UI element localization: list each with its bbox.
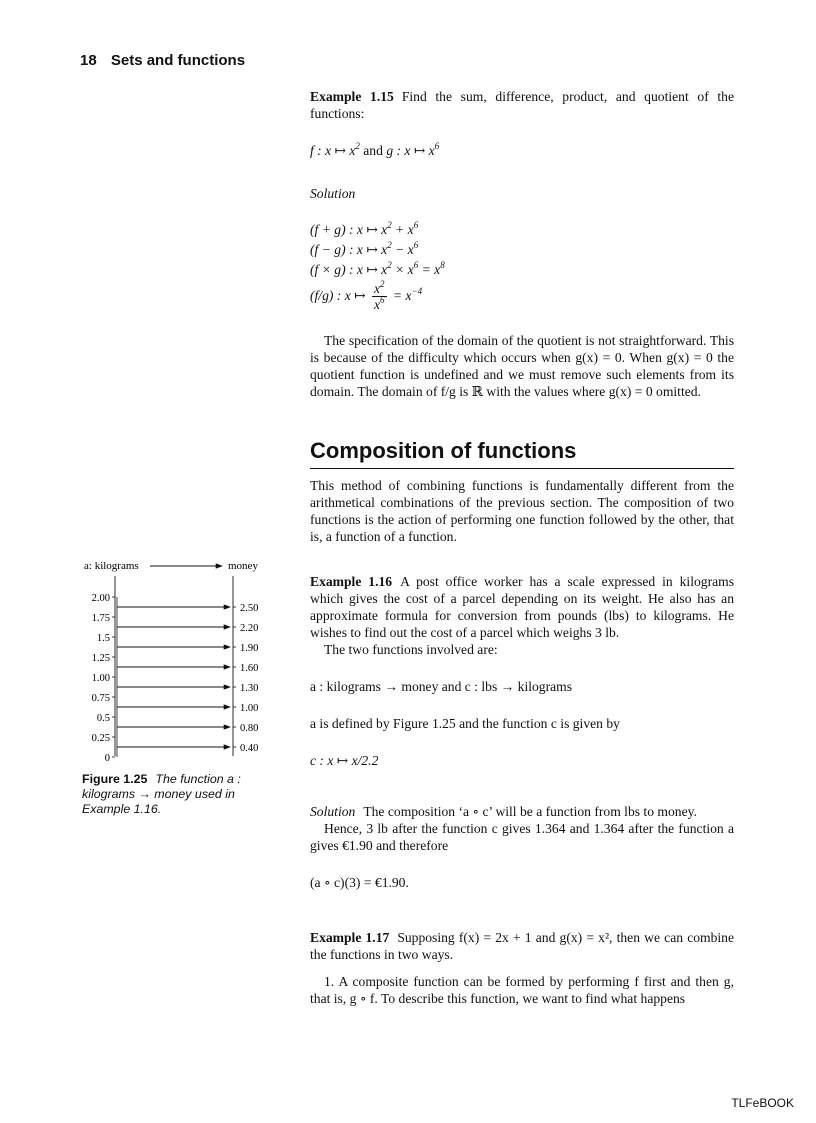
example-label: Example 1.15	[310, 89, 394, 104]
sum-equation: (f + g) : x ↦ $x^2 + x^6$	[310, 220, 419, 237]
c-definition: c : x ↦ x/2.2	[310, 753, 379, 768]
domain-remark: The specification of the domain of the quotient is not straightforward. This is because of the difficulty which occurs when g(x) = 0. When g(x) = 0 the quotient function is undefined and we must remove such elements from its domain. The domain of f/g is ℝ with the values where g(x) = 0 omitted.	[310, 333, 734, 399]
f-definition: f : x ↦ x	[310, 143, 356, 158]
solution-label: Solution	[310, 804, 356, 819]
solution-paragraph	[310, 803, 734, 820]
example-text: A post office worker has a scale expressed in kilograms which gives the cost of a parcel depending on its weight. He also has an approximate formula for conversion from pounds (lbs) to kilograms. He wishes to find out the cost of a parcel which weighs 3 lb.	[310, 574, 734, 640]
right-tick-label: 1.60	[240, 663, 259, 674]
list-item-1: 1. A composite function can be formed by performing f first and then g, that is, g ∘ f. To describe this function, we want to find what happens	[310, 974, 734, 1006]
solution-label: Solution	[310, 186, 356, 201]
g-definition: g : x ↦ x	[386, 143, 435, 158]
right-ticks	[233, 603, 258, 754]
left-tick-label: 0.25	[91, 733, 110, 744]
functions-display: a : kilograms → money and c : lbs → kilograms	[310, 679, 573, 694]
solution-equations	[310, 220, 734, 312]
fraction: $\frac{x^2}{x^6}$	[373, 279, 385, 312]
left-tick-label: 0.75	[91, 693, 110, 704]
result-equation: (a ∘ c)(3) = €1.90.	[310, 875, 409, 890]
exponent: 2	[355, 141, 360, 151]
page-number: 18	[80, 52, 97, 69]
example-1-17-intro	[310, 929, 734, 963]
quotient-equation: (f/g) : x ↦ $\frac{x^2}{x^6}$ = $x^{-4}$	[310, 279, 423, 312]
left-tick-label: 1.00	[91, 673, 110, 684]
example-1-16-intro	[310, 573, 734, 641]
running-title: Sets and functions	[110, 52, 246, 69]
figure-caption-text: The function a : kilograms → money used in Example 1.16.	[82, 772, 241, 816]
two-functions-text: The two functions involved are:	[324, 642, 498, 657]
product-equation: (f × g) : x ↦ $x^2 \times x^6 = x^8$	[310, 260, 445, 277]
hence-text: Hence, 3 lb after the function c gives 1.364 and 1.364 after the function a gives €1.90 and therefore	[310, 821, 734, 853]
right-tick-label: 2.50	[240, 603, 259, 614]
right-tick-label: 1.00	[240, 703, 259, 714]
right-tick-label: 2.20	[240, 623, 259, 634]
example-text: Find the sum, difference, product, and quotient of the functions:	[310, 89, 734, 121]
left-tick-label: 1.25	[91, 653, 110, 664]
left-tick-label: 0.5	[96, 713, 110, 724]
right-tick-label: 1.30	[240, 683, 259, 694]
right-tick-label: 0.80	[240, 723, 259, 734]
left-ticks	[92, 593, 115, 764]
left-tick-label: 1.5	[96, 633, 110, 644]
function-definitions	[310, 142, 734, 159]
difference-equation: (f − g) : x ↦ $x^2 - x^6$	[310, 240, 419, 257]
figure-label: Figure 1.25	[82, 772, 148, 786]
exponent: 6	[434, 141, 440, 151]
watermark: TLFeBOOK	[731, 1096, 794, 1110]
running-head	[80, 52, 255, 69]
section-intro: This method of combining functions is fundamentally different from the arithmetical combinations of the previous section. The composition of two functions is the action of performing one function followed by the other, that is, a function of a function.	[310, 478, 734, 544]
main-column	[310, 88, 734, 1007]
and-word: and	[363, 143, 383, 158]
figure-caption	[82, 772, 262, 817]
defined-by-text: a is defined by Figure 1.25 and the function c is given by	[310, 716, 620, 731]
left-tick-label: 1.75	[91, 613, 110, 624]
section-heading: Composition of functions	[310, 438, 734, 469]
left-tick-label: 2.00	[91, 593, 110, 604]
solution-text: The composition ‘a ∘ c’ will be a function from lbs to money.	[363, 804, 697, 819]
example-text: Supposing f(x) = 2x + 1 and g(x) = x², then we can combine the functions in two ways.	[310, 930, 735, 962]
figure-mapping-diagram	[82, 556, 268, 766]
right-axis-title: money	[228, 560, 258, 572]
left-tick-label: 0	[104, 753, 110, 764]
example-1-15-intro	[310, 88, 734, 122]
right-tick-label: 1.90	[240, 643, 259, 654]
right-tick-label: 0.40	[240, 743, 259, 754]
example-label: Example 1.16	[310, 574, 393, 589]
left-axis-title: a: kilograms	[84, 560, 139, 572]
mapping-arrows	[117, 597, 230, 757]
example-label: Example 1.17	[310, 930, 390, 945]
